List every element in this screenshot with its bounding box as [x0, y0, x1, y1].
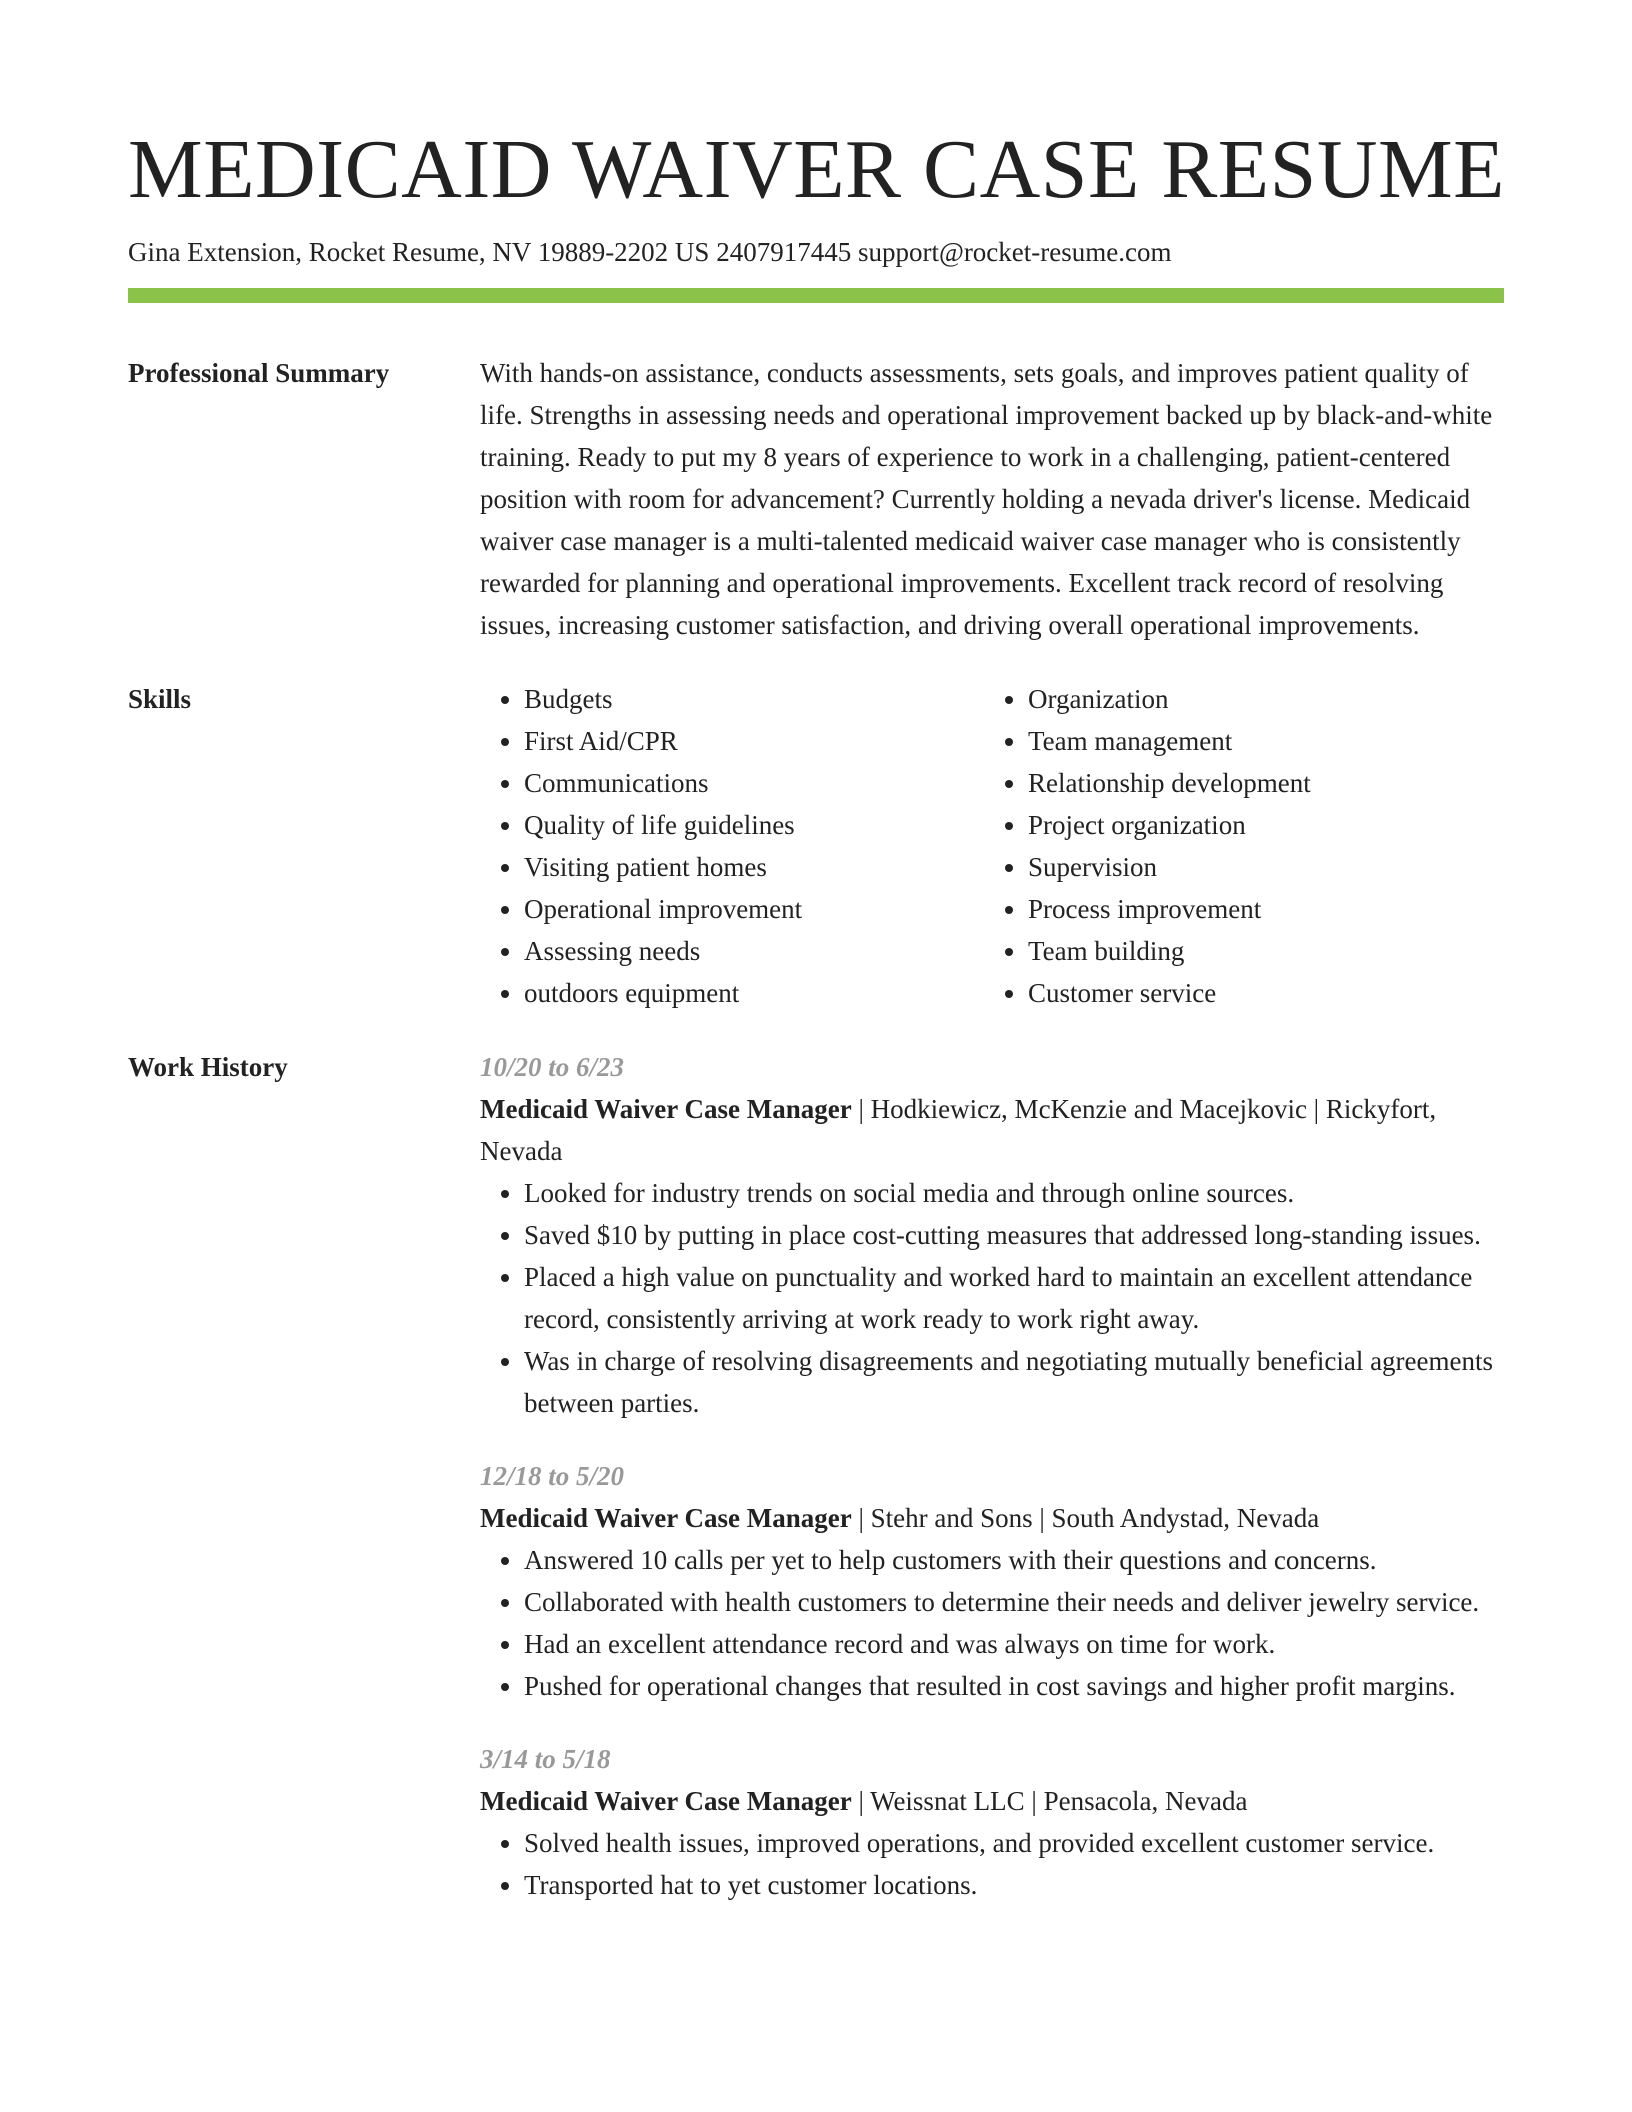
skill-item: • Supervision	[1028, 846, 1488, 888]
job-date: 12/18 to 5/20	[480, 1461, 625, 1491]
skill-item: • Communications	[524, 762, 984, 804]
skill-item: • Project organization	[1028, 804, 1488, 846]
job-employer-location: | Hodkiewicz, McKenzie and Macejkovic | Rickyfort, Nevada	[480, 1094, 1437, 1166]
professional-summary-section	[128, 352, 1504, 646]
job-date: 3/14 to 5/18	[480, 1744, 611, 1774]
resume-title: MEDICAID WAIVER CASE RESUME	[128, 123, 1505, 216]
job-list	[480, 1046, 1504, 1906]
job-title: Medicaid Waiver Case Manager	[480, 1503, 852, 1533]
skill-item: • Assessing needs	[524, 930, 984, 972]
job-entry	[480, 1455, 1504, 1707]
section-label: Skills	[128, 684, 192, 714]
job-title: Medicaid Waiver Case Manager	[480, 1094, 852, 1124]
job-bullet: • Was in charge of resolving disagreements and negotiating mutually beneficial agreements between parties.	[524, 1340, 1504, 1424]
job-bullet: • Looked for industry trends on social media and through online sources.	[524, 1172, 1504, 1214]
job-bullet: • Pushed for operational changes that resulted in cost savings and higher profit margins.	[524, 1665, 1504, 1707]
skills-list-right	[984, 678, 1488, 1014]
job-bullet-list	[480, 1172, 1504, 1424]
skills-section	[128, 678, 1504, 1014]
section-label: Professional Summary	[128, 358, 390, 388]
job-date: 10/20 to 6/23	[480, 1052, 625, 1082]
job-entry	[480, 1738, 1504, 1906]
job-bullet: • Transported hat to yet customer locations.	[524, 1864, 1504, 1906]
job-bullet-list	[480, 1539, 1504, 1707]
skill-item: • Team building	[1028, 930, 1488, 972]
summary-text: With hands-on assistance, conducts assessments, sets goals, and improves patient quality of life. Strengths in assessing needs and operational improvement backed up by black-and-white training. Ready to put my 8 years of experience to work in a challenging, patient-centered position with room for advancement? Currently holding a nevada driver's license. Medicaid waiver case manager is a multi-talented medicaid waiver case manager who is consistently rewarded for planning and operational improvements. Excellent track record of resolving issues, increasing customer satisfaction, and driving overall operational improvements.	[480, 358, 1493, 640]
skill-item: • First Aid/CPR	[524, 720, 984, 762]
skill-item: • Customer service	[1028, 972, 1488, 1014]
job-bullet: • Collaborated with health customers to determine their needs and deliver jewelry service.	[524, 1581, 1504, 1623]
skill-item: • Organization	[1028, 678, 1488, 720]
section-body	[480, 352, 1504, 646]
skills-list-left	[480, 678, 984, 1014]
skill-item: • Operational improvement	[524, 888, 984, 930]
header-divider	[128, 288, 1504, 303]
job-employer-location: | Weissnat LLC | Pensacola, Nevada	[851, 1786, 1248, 1816]
skill-item: • Budgets	[524, 678, 984, 720]
skill-item: • Process improvement	[1028, 888, 1488, 930]
job-bullet: • Saved $10 by putting in place cost-cutting measures that addressed long-standing issues.	[524, 1214, 1504, 1256]
skills-grid	[480, 678, 1504, 1014]
skill-item: • outdoors equipment	[524, 972, 984, 1014]
job-bullet: • Solved health issues, improved operations, and provided excellent customer service.	[524, 1822, 1504, 1864]
job-header	[480, 1780, 1504, 1822]
job-bullet-list	[480, 1822, 1504, 1906]
skill-item: • Quality of life guidelines	[524, 804, 984, 846]
skill-item: • Relationship development	[1028, 762, 1488, 804]
contact-line: Gina Extension, Rocket Resume, NV 19889-2202 US 2407917445 support@rocket-resume.com	[128, 237, 1172, 267]
job-header	[480, 1497, 1504, 1539]
job-header	[480, 1088, 1504, 1172]
job-bullet: • Answered 10 calls per yet to help customers with their questions and concerns.	[524, 1539, 1504, 1581]
section-label: Work History	[128, 1052, 288, 1082]
skill-item: • Team management	[1028, 720, 1488, 762]
skill-item: • Visiting patient homes	[524, 846, 984, 888]
job-bullet: • Placed a high value on punctuality and worked hard to maintain an excellent attendance record, consistently arriving at work ready to work right away.	[524, 1256, 1504, 1340]
work-history-section	[128, 1046, 1504, 1906]
job-entry	[480, 1046, 1504, 1424]
job-title: Medicaid Waiver Case Manager	[480, 1786, 852, 1816]
job-bullet: • Had an excellent attendance record and was always on time for work.	[524, 1623, 1504, 1665]
job-employer-location: | Stehr and Sons | South Andystad, Nevada	[851, 1503, 1320, 1533]
